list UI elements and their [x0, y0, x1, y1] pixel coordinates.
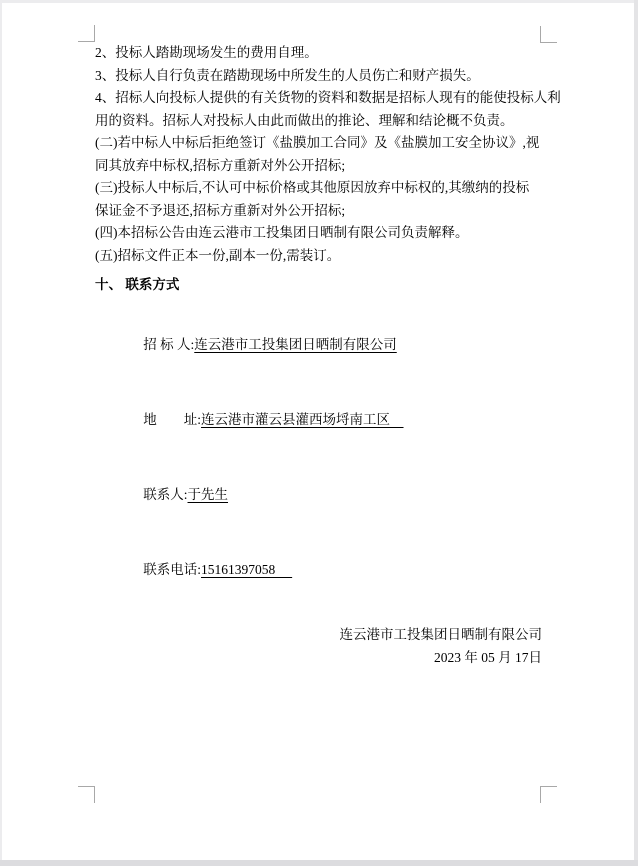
body-line: 4、招标人向投标人提供的有关货物的资料和数据是招标人现有的能使投标人利 [95, 90, 561, 105]
signature-company: 连云港市工投集团日晒制有限公司 [339, 627, 542, 642]
body-line: 用的资料。招标人对投标人由此而做出的推论、理解和结论概不负责。 [95, 112, 514, 128]
body-line: 同其放弃中标权,招标方重新对外公开招标; [95, 157, 346, 173]
text-boundary-mark-bottom-right [540, 786, 557, 803]
contact-block [95, 307, 542, 607]
page-edge-bottom [0, 860, 638, 866]
contact-label: 招 标 人: [143, 337, 195, 352]
contact-value: 15161397058 [201, 562, 293, 577]
page-edge-right [634, 0, 638, 866]
contact-label: 联系电话: [143, 562, 202, 577]
contact-label: 联系人: [143, 487, 188, 502]
body-line: 2、投标人踏勘现场发生的费用自理。 [95, 45, 318, 60]
text-boundary-mark-top-left [78, 25, 95, 42]
contact-value: 于先生 [187, 487, 229, 502]
signature-date: 2023 年 05 月 17日 [434, 650, 542, 665]
contact-value: 连云港市灌云县灌西场埒南工区 [201, 412, 404, 427]
signature-block [95, 623, 542, 669]
text-boundary-mark-bottom-left [78, 786, 95, 803]
body-line: 3、投标人自行负责在踏勘现场中所发生的人员伤亡和财产损失。 [95, 67, 480, 83]
text-boundary-mark-top-right [540, 26, 557, 43]
contact-value: 连云港市工投集团日晒制有限公司 [194, 337, 397, 352]
body-line: (五)招标文件正本一份,副本一份,需装订。 [95, 247, 341, 263]
body-line: (二)若中标人中标后拒绝签订《盐膜加工合同》及《盐膜加工安全协议》,视 [95, 135, 540, 150]
contact-row-bidder [95, 307, 542, 382]
contact-label: 地 址: [143, 412, 202, 427]
body-line: (三)投标人中标后,不认可中标价格或其他原因放弃中标权的,其缴纳的投标 [95, 180, 530, 195]
body-line: (四)本招标公告由连云港市工投集团日晒制有限公司负责解释。 [95, 225, 469, 240]
page-edge-left [0, 0, 2, 866]
page-edge-top [0, 0, 638, 3]
contact-row-address [95, 382, 542, 457]
section-heading-contact: 十、 联系方式 [95, 277, 180, 292]
contact-row-phone [95, 532, 542, 607]
document-text-area [95, 42, 561, 669]
body-line: 保证金不予退还,招标方重新对外公开招标; [95, 202, 346, 218]
contact-row-person [95, 457, 542, 532]
